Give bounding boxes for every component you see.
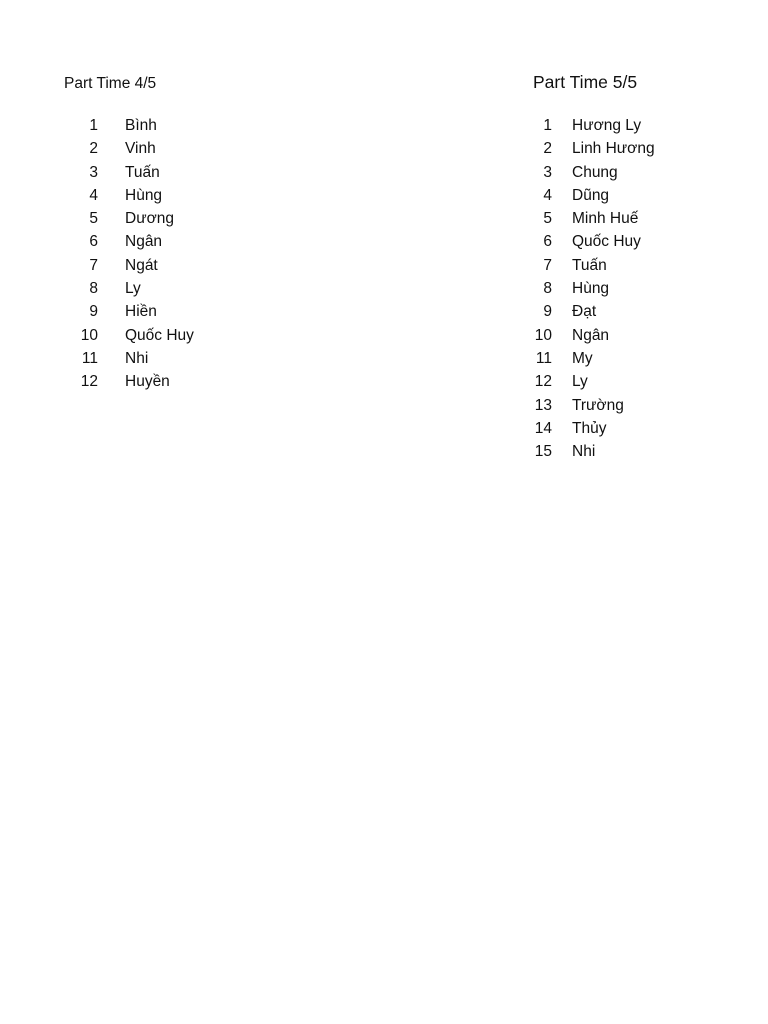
row-number: 11 [535, 349, 552, 367]
row-name: Hùng [572, 280, 610, 298]
row-name: Tuấn [125, 163, 160, 181]
row-number: 15 [534, 443, 552, 461]
row-number: 6 [89, 233, 98, 251]
row-number: 3 [543, 163, 552, 181]
row-number: 13 [534, 396, 552, 414]
row-number: 3 [89, 163, 98, 181]
row-name: My [572, 349, 593, 367]
row-number: 4 [543, 186, 552, 204]
row-name: Ly [572, 373, 588, 391]
row-number: 14 [534, 419, 552, 437]
row-name: Hùng [125, 186, 163, 204]
row-number: 10 [80, 326, 98, 344]
row-number: 4 [89, 186, 98, 204]
row-name: Bình [125, 117, 157, 134]
row-number: 1 [543, 117, 552, 134]
row-number: 5 [89, 210, 98, 228]
row-name: Đạt [572, 303, 597, 321]
row-name: Ngân [572, 326, 610, 344]
list-title: Part Time 4/5 [64, 75, 157, 92]
row-name: Chung [572, 163, 618, 181]
row-number: 8 [543, 280, 552, 298]
row-number: 9 [89, 303, 98, 321]
row-name: Ngát [125, 256, 158, 274]
row-name: Nhi [125, 349, 149, 367]
row-name: Ly [125, 280, 141, 298]
row-name: Quốc Huy [125, 326, 194, 344]
row-name: Quốc Huy [572, 233, 641, 251]
row-name: Hương Ly [572, 117, 642, 134]
list-title: Part Time 5/5 [533, 72, 638, 92]
row-number: 5 [543, 210, 552, 228]
row-name: Hiền [125, 303, 157, 321]
row-name: Minh Huế [572, 210, 639, 228]
row-name: Tuấn [572, 256, 607, 274]
row-name: Nhi [572, 443, 596, 461]
row-number: 11 [81, 349, 98, 367]
row-name: Vinh [125, 140, 156, 158]
row-number: 7 [543, 256, 552, 274]
row-name: Huyền [125, 373, 170, 391]
row-name: Trường [572, 396, 624, 414]
row-name: Dương [125, 210, 174, 228]
row-number: 6 [543, 233, 552, 251]
row-name: Dũng [572, 186, 610, 204]
row-name: Thủy [572, 419, 607, 437]
row-name: Linh Hương [572, 140, 655, 158]
row-number: 8 [89, 280, 98, 298]
row-number: 7 [89, 256, 98, 274]
row-number: 1 [89, 117, 98, 134]
row-number: 2 [89, 140, 98, 158]
row-number: 12 [80, 373, 98, 391]
row-number: 2 [543, 140, 552, 158]
row-number: 10 [534, 326, 552, 344]
row-number: 9 [543, 303, 552, 321]
row-name: Ngân [125, 233, 163, 251]
row-number: 12 [534, 373, 552, 391]
